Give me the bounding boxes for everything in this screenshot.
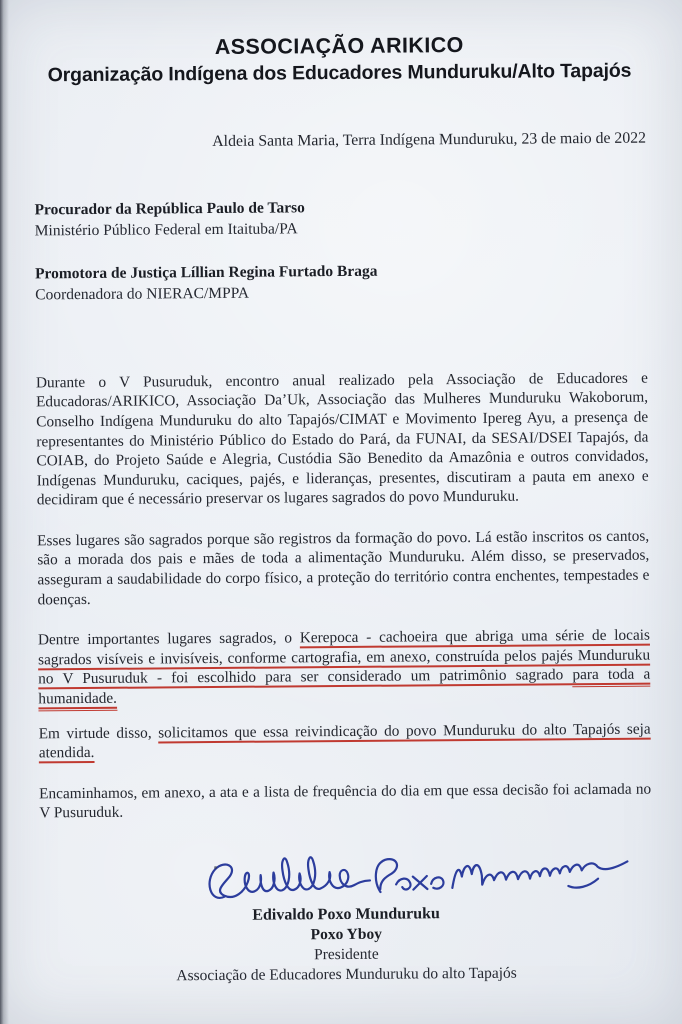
paragraph-2: Esses lugares são sagrados porque são registros da formação do povo. Lá estão inscritos os cantos, são a morada dos pais e mães de toda a alimentação Munduruku. Além disso, se preservados, asseguram a saudabilidade do corpo físico, a proteção do território contra enchentes, tempestades e doenças.: [37, 527, 650, 609]
red-double-underlined-text: para toda a humanidade.: [38, 666, 650, 711]
recipient-role: Coordenadora do NIERAC/MPPA: [35, 284, 250, 304]
recipient-name: Promotora de Justiça Líllian Regina Furtado Braga: [34, 262, 378, 283]
paragraph-4: [39, 719, 651, 763]
signature-block: [40, 903, 653, 988]
paragraph-3: [38, 626, 651, 709]
recipient-role: Ministério Público Federal em Itaituba/PA: [34, 220, 298, 240]
signature-handwriting: [200, 845, 636, 906]
paragraph-3-prefix: Dentre importantes lugares sagrados, o: [37, 629, 300, 649]
letter-body: [36, 368, 652, 823]
letterhead: [33, 32, 645, 88]
scan-speck: [214, 866, 217, 869]
organization-title: ASSOCIAÇÃO ARIKICO: [214, 33, 464, 59]
signature-stroke: [451, 859, 628, 888]
signature-stroke: [568, 879, 598, 888]
recipient-name: Procurador da República Paulo de Tarso: [34, 198, 305, 219]
paragraph-1: Durante o V Pusuruduk, encontro anual realizado pela Associação de Educadores e Educadoras/ARIKICO, Associação Da’Uk, Associação das Mulheres Munduruku Wakoborum, Conselho Indígena Munduruku do alto Tapajós/CIMAT e Movimento Ipereg Ayu, a presença de representantes do Ministério Público do Estado do Pará, da FUNAI, da SESAI/DSEI Tapajós, da COIAB, do Projeto Saúde e Alegria, Custódia São Benedito da Amazônia e outros convidados, Indígenas Munduruku, caciques, pajés, e lideranças, presentes, discutiram a pauta em anexo e decidiram que é necessário preservar os lugares sagrados do povo Munduruku.: [35, 369, 649, 509]
place-and-date-line: Aldeia Santa Maria, Terra Indígena Munduruku, 23 de maio de 2022: [212, 129, 647, 150]
red-underlined-text: Kerepoca - cachoeira que abriga uma série de locais sagrados visíveis e invisíveis, conforme cartografia, em anexo, construída pelos pajés Munduruku no V Pusuruduk - foi escolhido para ser considerado um patrimônio sagrado: [38, 626, 651, 688]
recipients-block: [34, 194, 647, 305]
red-underlined-text: solicitamos que essa reivindicação do povo Munduruku do alto Tapajós seja atendida.: [38, 720, 651, 762]
organization-subtitle: Organização Indígena dos Educadores Munduruku/Alto Tapajós: [47, 59, 632, 87]
paragraph-5: Encaminhamos, em anexo, a ata e a lista de frequência do dia em que essa decisão foi aclamada no V Pusuruduk.: [39, 780, 652, 822]
signer-title: Presidente: [314, 945, 379, 964]
signer-indigenous-name: Poxo Yboy: [310, 925, 382, 944]
signature-stroke: [209, 855, 371, 899]
recipient-2: [35, 258, 647, 305]
recipient-1: [34, 194, 646, 241]
paragraph-4-prefix: Em virtude disso,: [38, 724, 159, 743]
signer-organization: Associação de Educadores Munduruku do alto Tapajós: [176, 964, 517, 985]
signature-stroke: [375, 857, 444, 892]
signer-name: Edivaldo Poxo Munduruku: [252, 905, 440, 924]
